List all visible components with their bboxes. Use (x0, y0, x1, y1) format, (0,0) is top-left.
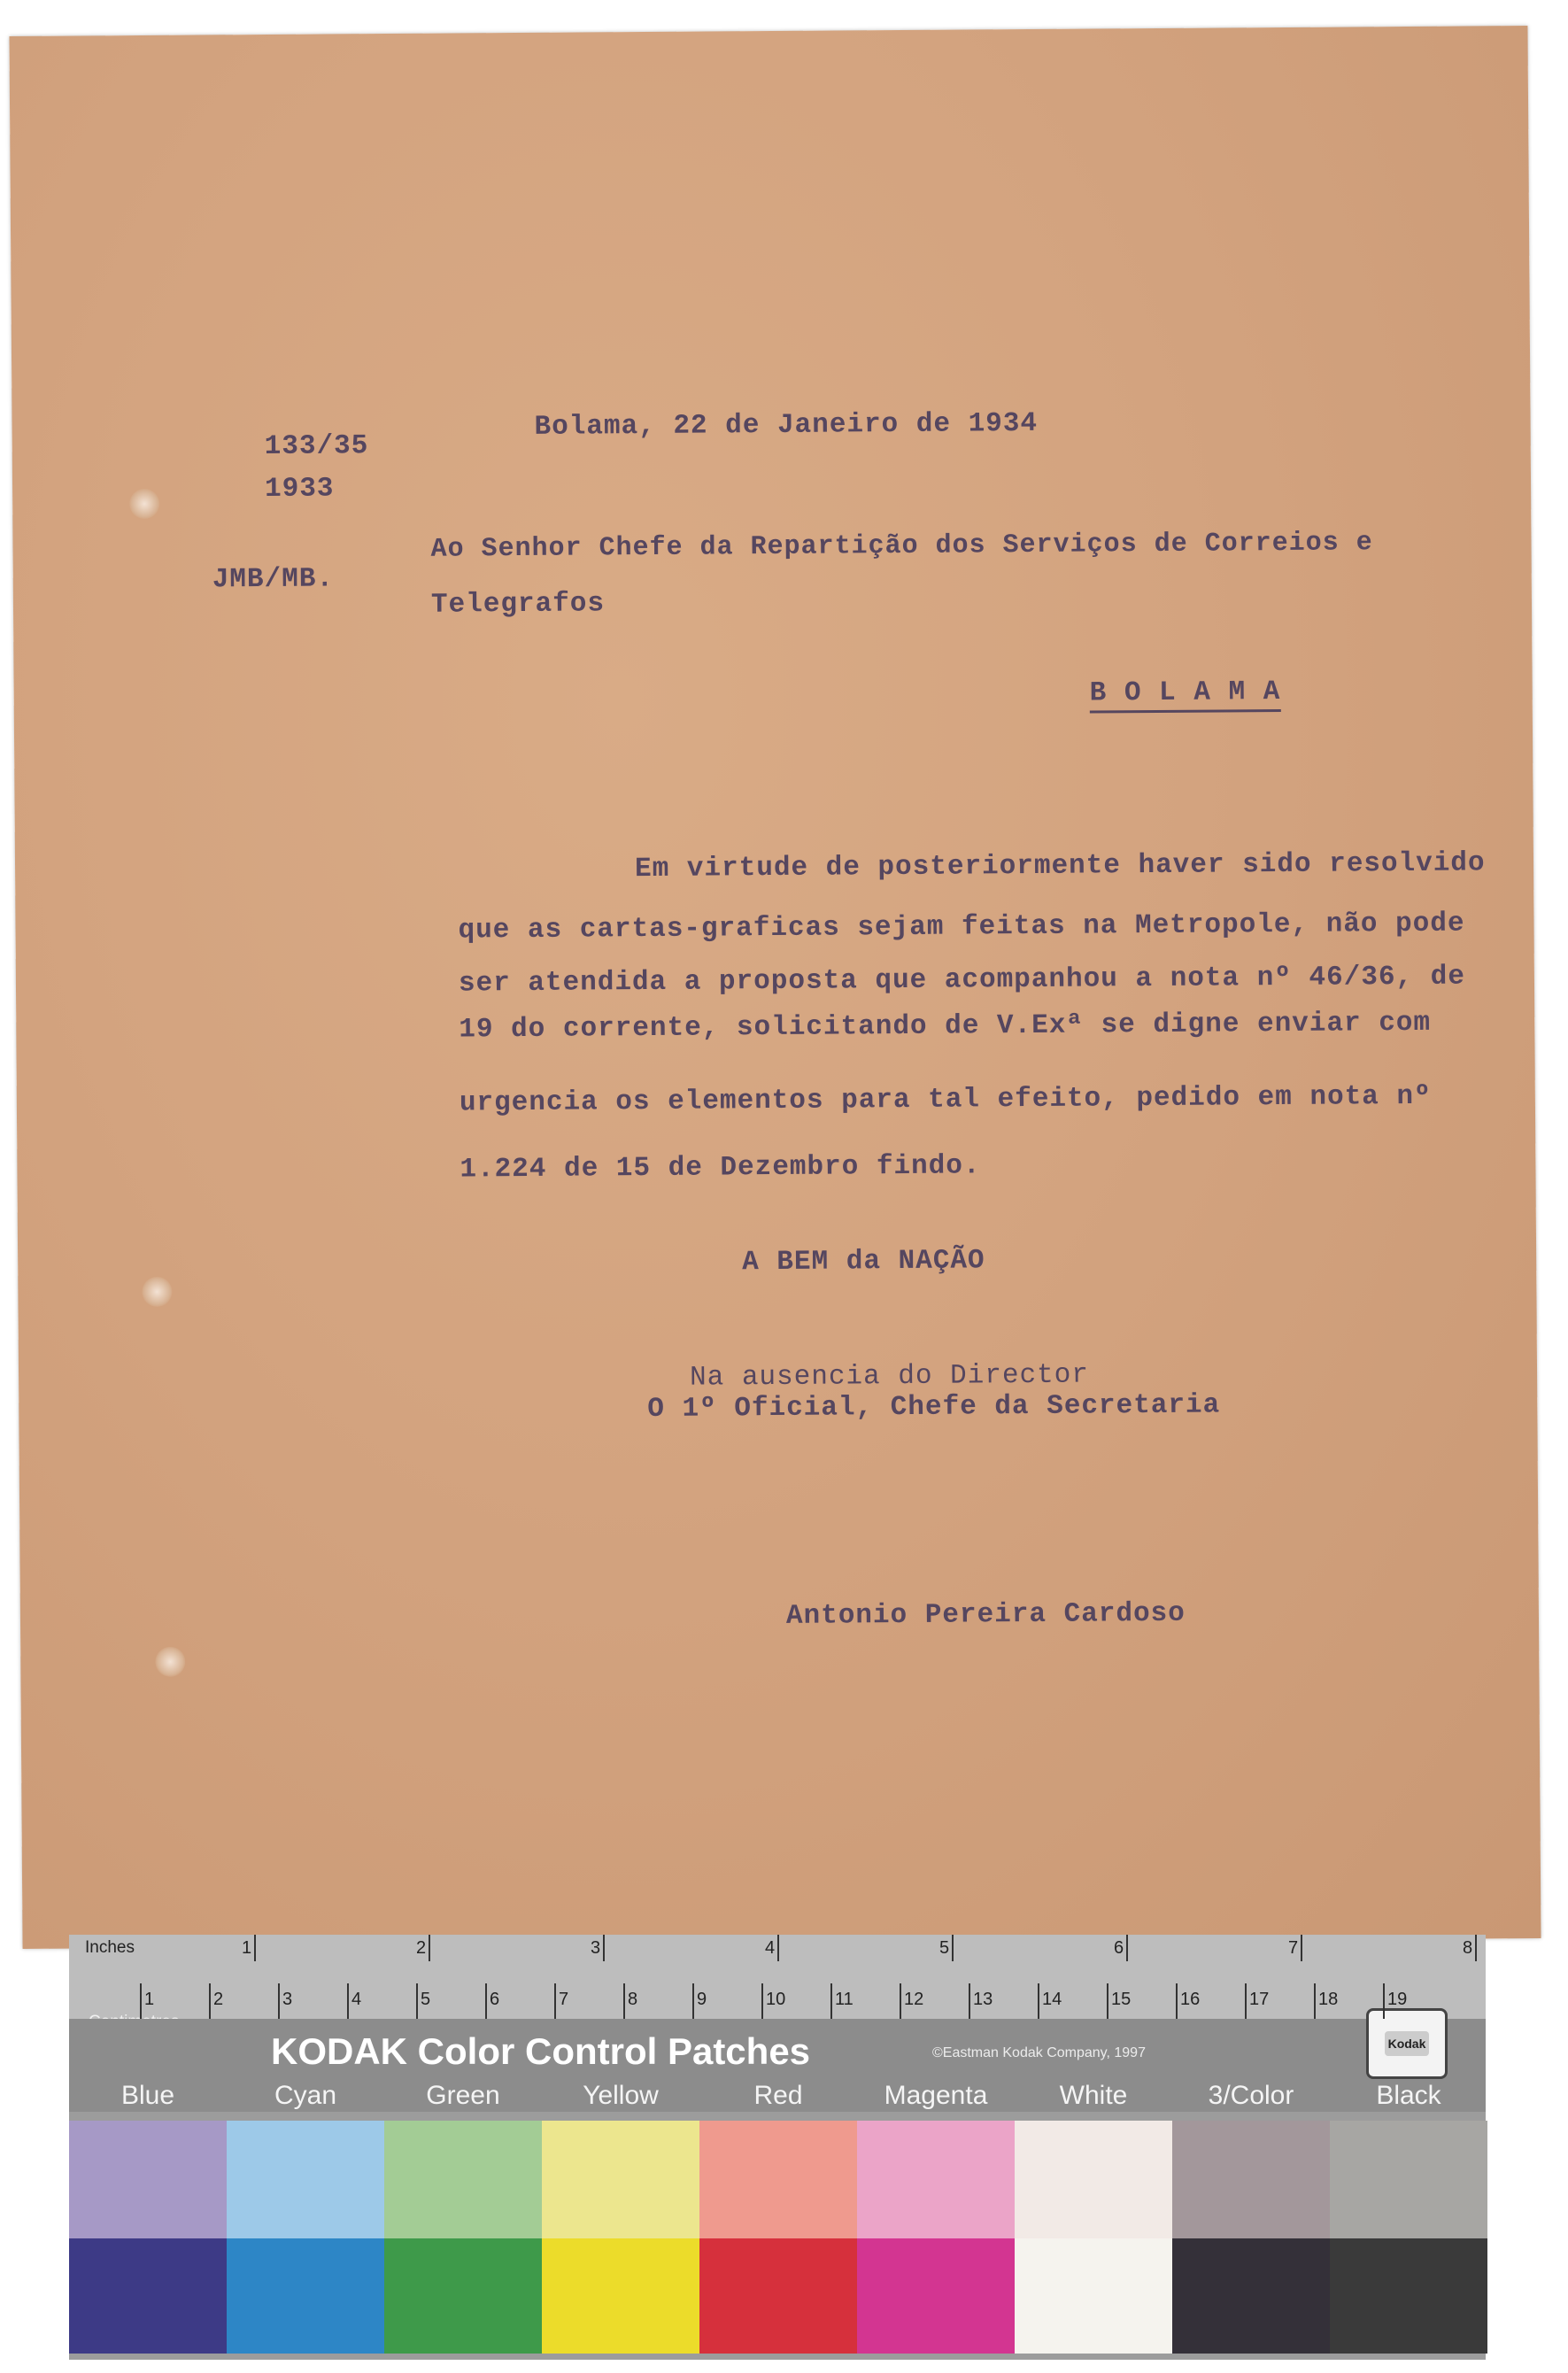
kodak-logo (1366, 2008, 1448, 2079)
target-title: KODAK Color Control Patches (271, 2030, 811, 2072)
ruler-cm-number: 4 (351, 1990, 362, 2009)
body-line: ser atendida a proposta que acompanhou a nota nº 46/36, de (458, 961, 1466, 1000)
date-line: Bolama, 22 de Janeiro de 1934 (534, 407, 1039, 443)
city-heading: B O L A M A (1090, 678, 1281, 714)
ruler-cm-number: 17 (1249, 1990, 1270, 2009)
ruler-cm-number: 5 (421, 1990, 431, 2009)
body-line: urgencia os elementos para tal efeito, pedido em nota nº (459, 1080, 1432, 1119)
addressee-line: Ao Senhor Chefe da Repartição dos Serviços de Correios e (430, 528, 1373, 565)
ruler-inch-tick (952, 1935, 954, 1961)
copyright-text: ©Eastman Kodak Company, 1997 (932, 2045, 1146, 2060)
ruler-cm-tick (1383, 1983, 1385, 2019)
ruler-inch-number: 5 (939, 1938, 950, 1958)
ruler-cm-number: 6 (490, 1990, 500, 2009)
patch-label: 3/Color (1208, 2081, 1294, 2110)
ruler-cm-number: 16 (1180, 1990, 1201, 2009)
ruler-cm-number: 7 (559, 1990, 569, 2009)
addressee-line: Telegrafos (430, 588, 606, 621)
color-patch-dark (542, 2238, 699, 2354)
ruler-cm-number: 15 (1111, 1990, 1132, 2009)
signature-line: Na ausencia do Director (689, 1359, 1090, 1394)
ruler-cm-number: 13 (973, 1990, 993, 2009)
ruler-cm-tick (278, 1983, 280, 2019)
ruler-cm-tick (1314, 1983, 1316, 2019)
color-patch-dark (699, 2238, 857, 2354)
ruler-cm-tick (209, 1983, 211, 2019)
ruler-cm-tick (416, 1983, 418, 2019)
ruler-cm-tick (969, 1983, 970, 2019)
ruler-inch-tick (254, 1935, 256, 1961)
color-patch-dark (1172, 2238, 1330, 2354)
patch-label: Cyan (274, 2081, 337, 2110)
ruler-inch-tick (1475, 1935, 1477, 1961)
inches-label: Inches (85, 1938, 135, 1957)
ruler-cm-number: 14 (1042, 1990, 1062, 2009)
ruler-inch-tick (429, 1935, 430, 1961)
ruler-cm-tick (1107, 1983, 1108, 2019)
signature-line: O 1º Oficial, Chefe da Secretaria (647, 1389, 1221, 1426)
color-patch-light (699, 2121, 857, 2238)
body-line: que as cartas-graficas sejam feitas na Metropole, não pode (458, 908, 1465, 947)
color-patch-dark (69, 2238, 227, 2354)
ruler-cm-tick (1245, 1983, 1247, 2019)
color-patch-dark (1015, 2238, 1172, 2354)
ruler-inch-tick (1126, 1935, 1128, 1961)
ruler-cm-number: 11 (835, 1990, 854, 2009)
ruler-inch-number: 2 (416, 1938, 427, 1958)
logo-text: Kodak (1385, 2031, 1430, 2056)
color-patch-dark (384, 2238, 542, 2354)
ruler-cm-number: 18 (1318, 1990, 1339, 2009)
patch-label: Yellow (583, 2081, 659, 2110)
color-patch-dark (857, 2238, 1015, 2354)
ruler-inch-tick (1301, 1935, 1302, 1961)
ruler-inch-number: 4 (765, 1938, 776, 1958)
ruler-cm-number: 12 (904, 1990, 924, 2009)
ruler-inch-tick (777, 1935, 779, 1961)
kodak-color-target (69, 1935, 1486, 2360)
closing-formula: A BEM da NAÇÃO (742, 1245, 985, 1279)
ruler-cm-number: 8 (628, 1990, 638, 2009)
reference-year: 1933 (264, 473, 335, 506)
ruler-cm-tick (140, 1983, 142, 2019)
color-patch-light (227, 2121, 384, 2238)
signatory-name: Antonio Pereira Cardoso (785, 1597, 1186, 1632)
ruler-cm-number: 19 (1387, 1990, 1408, 2009)
ruler-inch-tick (603, 1935, 605, 1961)
ruler-cm-number: 9 (697, 1990, 707, 2009)
ruler-inch-number: 7 (1288, 1938, 1299, 1958)
ruler-cm-tick (1176, 1983, 1178, 2019)
ruler-cm-tick (1038, 1983, 1039, 2019)
punch-hole (129, 489, 159, 519)
ruler-cm-tick (761, 1983, 763, 2019)
body-line: Em virtude de posteriormente haver sido resolvido (634, 847, 1486, 885)
typist-initials: JMB/MB. (212, 563, 335, 596)
color-patch-light (384, 2121, 542, 2238)
ruler-inch-number: 3 (591, 1938, 601, 1958)
patch-label: Red (753, 2081, 803, 2110)
ruler-cm-tick (554, 1983, 556, 2019)
ruler-inch-number: 6 (1114, 1938, 1124, 1958)
ruler-cm-tick (485, 1983, 487, 2019)
ruler-cm-tick (347, 1983, 349, 2019)
color-patch-light (1330, 2121, 1487, 2238)
letter-page (9, 26, 1541, 1949)
punch-hole (155, 1647, 185, 1677)
color-patch-dark (227, 2238, 384, 2354)
patch-label: Black (1376, 2081, 1441, 2110)
ruler-inch-number: 1 (242, 1938, 252, 1958)
body-line: 19 do corrente, solicitando de V.Exª se digne enviar com (459, 1007, 1432, 1046)
color-patch-light (1172, 2121, 1330, 2238)
ruler-cm-tick (900, 1983, 901, 2019)
ruler-cm-number: 10 (766, 1990, 786, 2009)
body-line: 1.224 de 15 de Dezembro findo. (460, 1150, 981, 1186)
ruler-cm-number: 3 (282, 1990, 293, 2009)
patch-label: Magenta (884, 2081, 988, 2110)
ruler-cm-tick (830, 1983, 832, 2019)
ruler-cm-tick (692, 1983, 694, 2019)
ruler-cm-number: 1 (144, 1990, 155, 2009)
patch-label: White (1059, 2081, 1128, 2110)
patch-label: Green (426, 2081, 500, 2110)
color-patch-light (857, 2121, 1015, 2238)
patch-label: Blue (120, 2081, 175, 2110)
ruler-inch-number: 8 (1463, 1938, 1473, 1958)
reference-number: 133/35 (264, 430, 369, 463)
ruler-cm-tick (623, 1983, 625, 2019)
color-patch-dark (1330, 2238, 1487, 2354)
punch-hole (142, 1277, 172, 1307)
color-patch-light (542, 2121, 699, 2238)
ruler-cm-number: 2 (213, 1990, 224, 2009)
color-patch-light (69, 2121, 227, 2238)
color-patch-light (1015, 2121, 1172, 2238)
